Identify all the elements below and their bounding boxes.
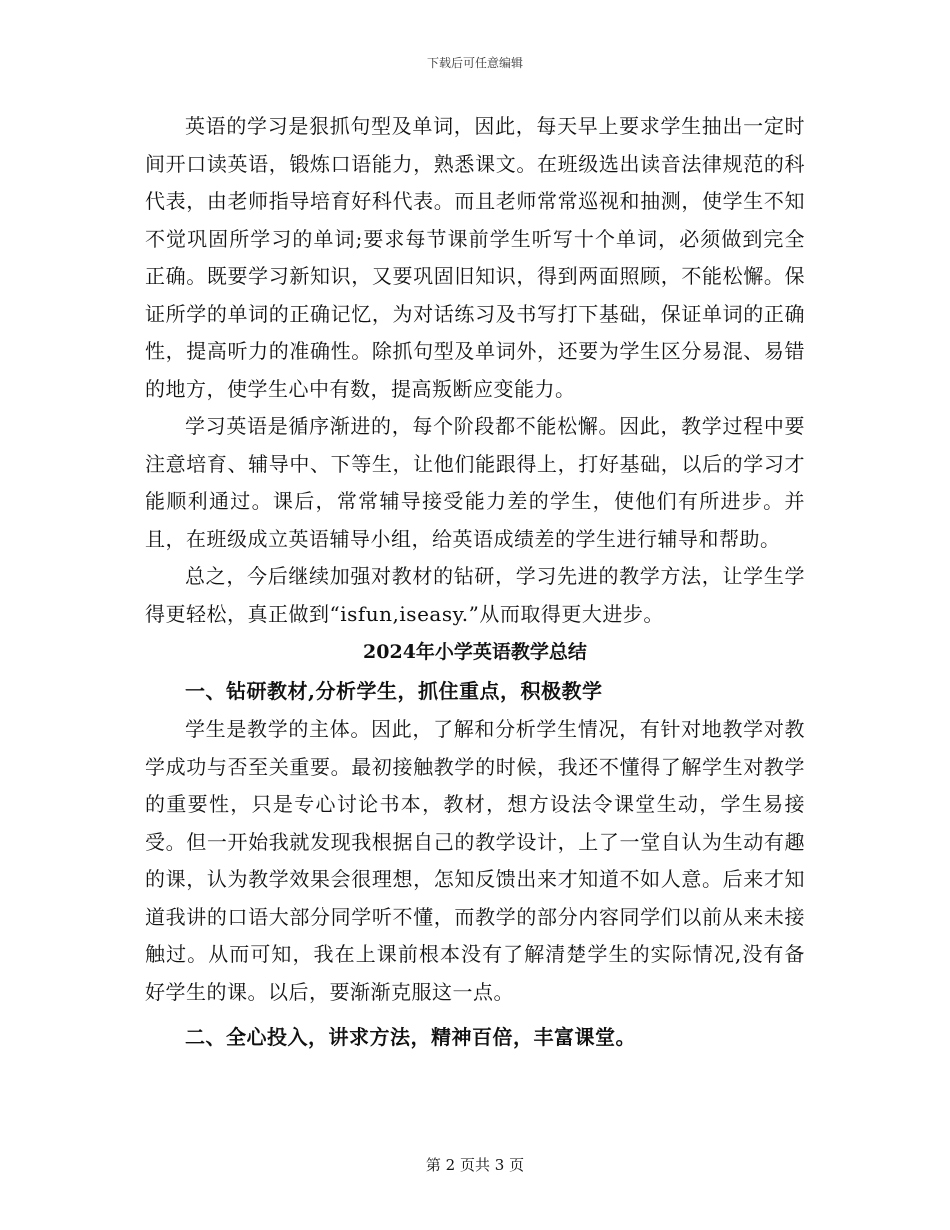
document-title: 2024年小学英语教学总结 [363,641,587,663]
page-header-note: 下载后可任意编辑 [426,56,523,70]
section-1-paragraph: 学生是教学的主体。因此，了解和分析学生情况，有针对地教学对教学成功与否至关重要。最初接触教学的时候，我还不懂得了解学生对教学的重要性，只是专心讨论书本，教材，想方设法令课堂生动，学生易接受。但一开始我就发现我根据自己的教学设计，上了一堂自认为生动有趣的课，认为教学效果会很理想，怎知反馈出来才知道不如人意。后来才知道我讲的口语大部分同学听不懂，而教学的部分内容同学们以前从来未接触过。从而可知，我在上课前根本没有了解清楚学生的实际情况,没有备好学生的课。以后，要渐渐克服这一点。 [145,717,805,1004]
page-footer-number: 第 2 页共 3 页 [425,1156,525,1174]
document-body [145,108,805,1057]
paragraph-gradual-learning: 学习英语是循序渐进的，每个阶段都不能松懈。因此，教学过程中要注意培育、辅导中、下等生，让他们能跟得上，打好基础，以后的学习才能顺利通过。课后，常常辅导接受能力差的学生，使他们有所进步。并且，在班级成立英语辅导小组，给英语成绩差的学生进行辅导和帮助。 [145,414,805,551]
paragraph-vocabulary: 英语的学习是狠抓句型及单词，因此，每天早上要求学生抽出一定时间开口读英语，锻炼口语能力，熟悉课文。在班级选出读音法律规范的科代表，由老师指导培育好科代表。而且老师常常巡视和抽测，使学生不知不觉巩固所学习的单词;要求每节课前学生听写十个单词，必须做到完全正确。既要学习新知识，又要巩固旧知识，得到两面照顾，不能松懈。保证所学的单词的正确记忆，为对话练习及书写打下基础，保证单词的正确性，提高听力的准确性。除抓句型及单词外，还要为学生区分易混、易错的地方，使学生心中有数，提高叛断应变能力。 [145,114,805,401]
section-1-heading: 一、钻研教材,分析学生，抓住重点，积极教学 [185,679,603,703]
paragraph-conclusion: 总之，今后继续加强对教材的钻研，学习先进的教学方法，让学生学得更轻松，真正做到“isfun,iseasy.”从而取得更大进步。 [145,564,805,626]
section-2-heading: 二、全心投入，讲求方法，精神百倍，丰富课堂。 [185,1025,636,1049]
